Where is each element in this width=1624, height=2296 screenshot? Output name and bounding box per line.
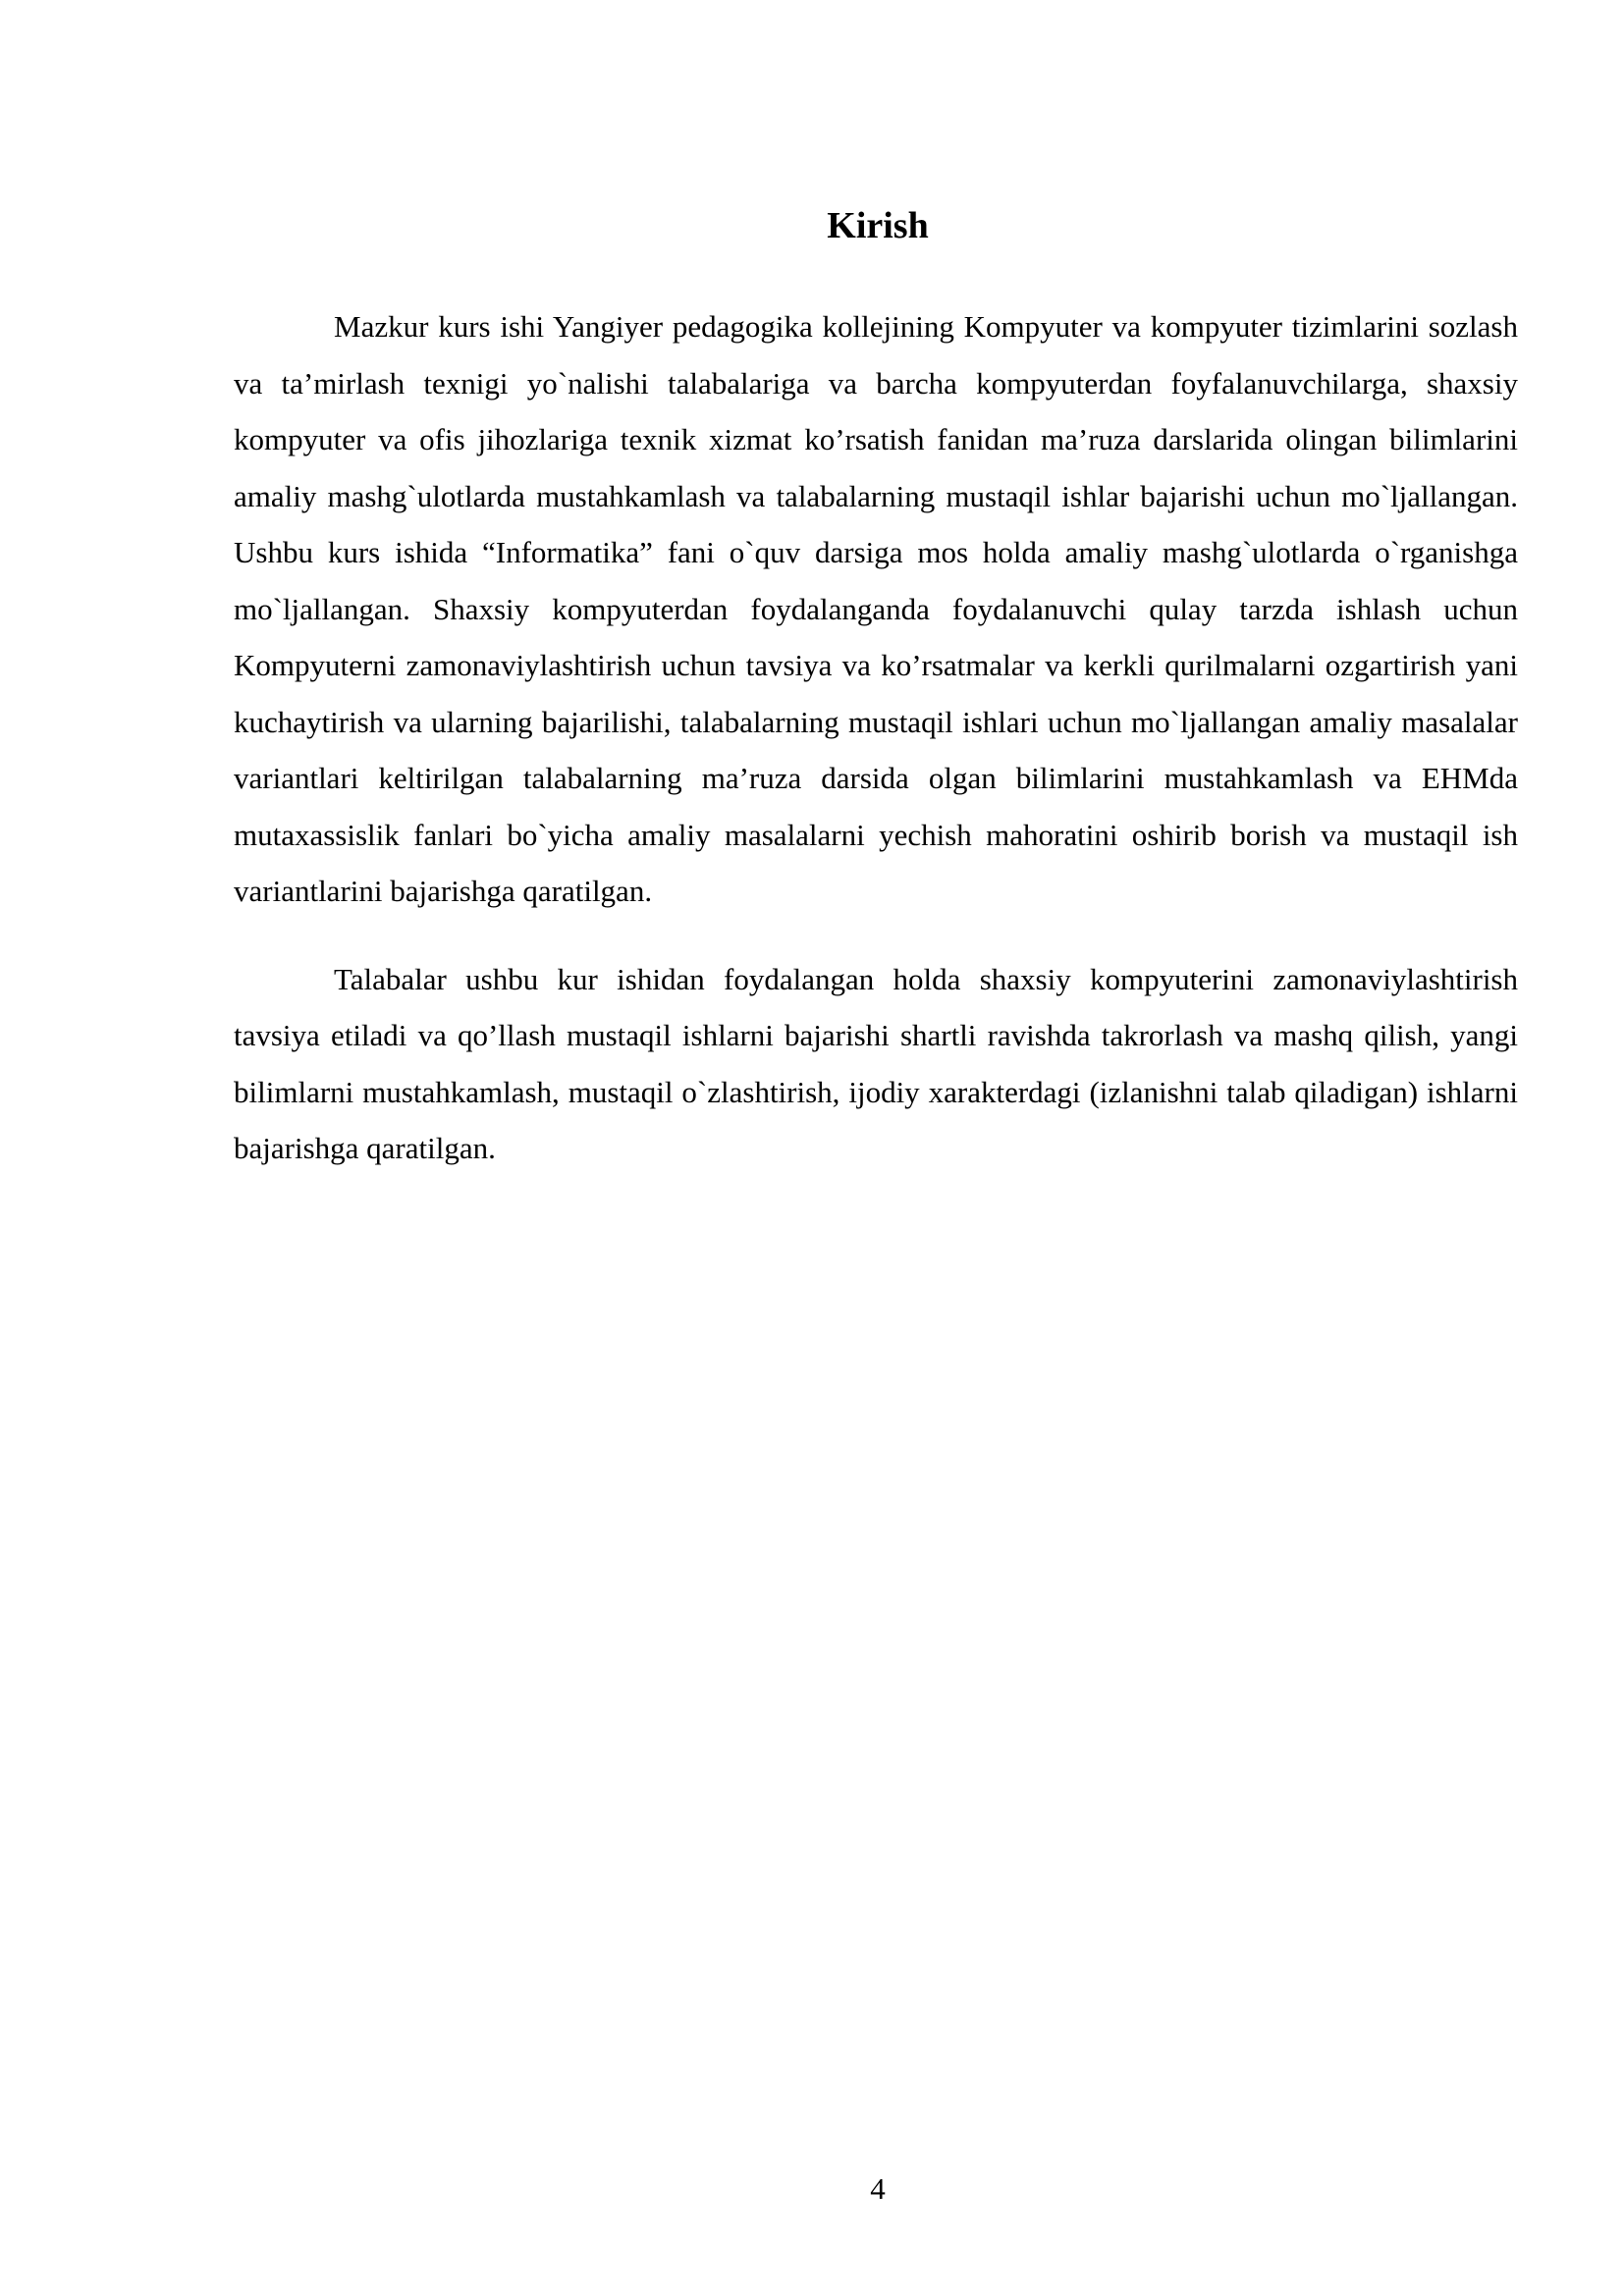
body-text: [234, 298, 1518, 1177]
section-title: Kirish: [827, 205, 929, 246]
paragraph-1: Mazkur kurs ishi Yangiyer pedagogika kollejining Kompyuter va kompyuter tizimlarini sozlash va ta’mirlash texnigi yo`nalishi talabalariga va barcha kompyuterdan foyfalanuvchilarga, shaxsiy kompyuter va ofis jihozlariga texnik xizmat ko’rsatish fanidan ma’ruza darslarida olingan bilimlarini amaliy mashg`ulotlarda mustahkamlash va talabalarning mustaqil ishlar bajarishi uchun mo`ljallangan. Ushbu kurs ishida “Informatika” fani o`quv darsiga mos holda amaliy mashg`ulotlarda o`rganishga mo`ljallangan. Shaxsiy kompyuterdan foydalanganda foydalanuvchi qulay tarzda ishlash uchun Kompyuterni zamonaviylashtirish uchun tavsiya va ko’rsatmalar va kerkli qurilmalarni ozgartirish yani kuchaytirish va ularning bajarilishi, talabalarning mustaqil ishlari uchun mo`ljallangan amaliy masalalar variantlari keltirilgan talabalarning ma’ruza darsida olgan bilimlarini mustahkamlash va EHMda mutaxassislik fanlari bo`yicha amaliy masalalarni yechish mahoratini oshirib borish va mustaqil ish variantlarini bajarishga qaratilgan.: [234, 309, 1518, 908]
page-number: 4: [870, 2171, 886, 2206]
paragraph-2: Talabalar ushbu kur ishidan foydalangan holda shaxsiy kompyuterini zamonaviylashtirish tavsiya etiladi va qo’llash mustaqil ishlarni bajarishi shartli ravishda takrorlash va mashq qilish, yangi bilimlarni mustahkamlash, mustaqil o`zlashtirish, ijodiy xarakterdagi (izlanishni talab qiladigan) ishlarni bajarishga qaratilgan.: [234, 961, 1518, 1165]
